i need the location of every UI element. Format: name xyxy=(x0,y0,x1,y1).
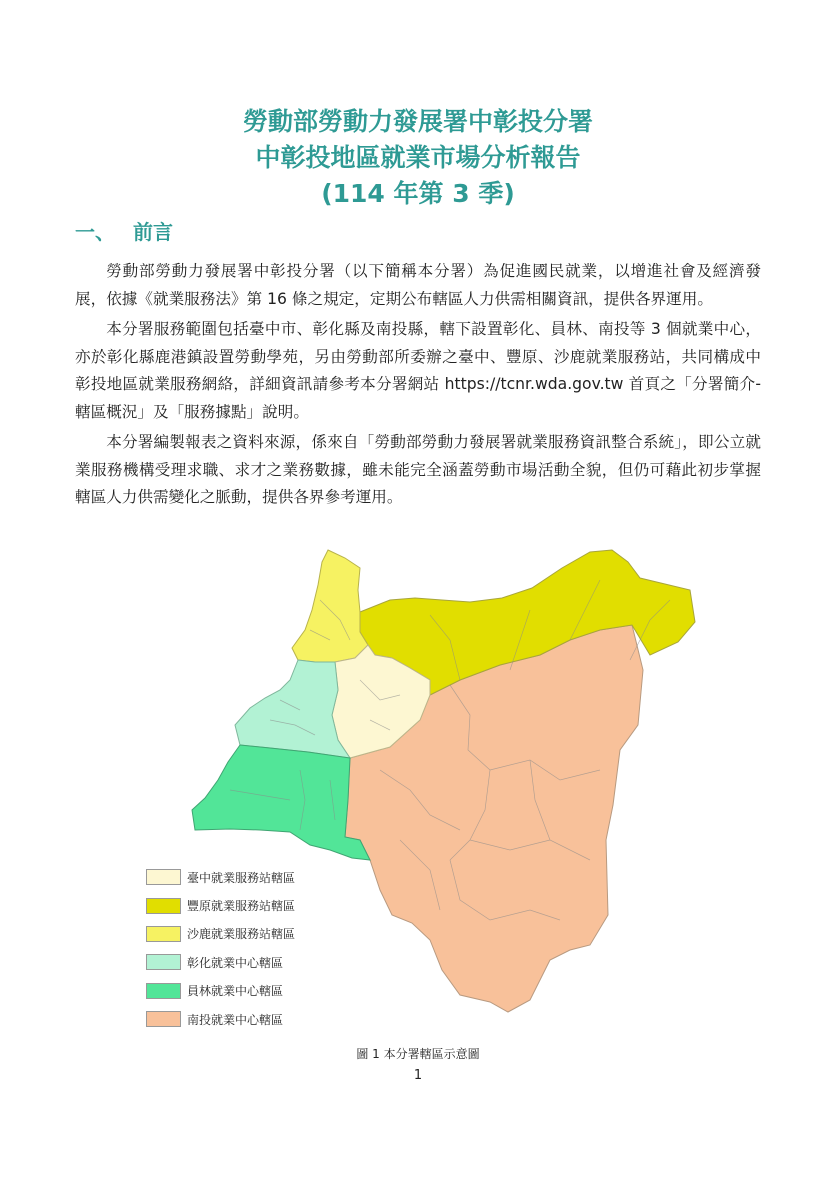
paragraph-service-area: 本分署服務範圍包括臺中市、彰化縣及南投縣，轄下設置彰化、員林、南投等 3 個就業中心，亦於彰化縣鹿港鎮設置勞動學苑，另由勞動部所委辦之臺中、豐原、沙鹿就業服務站，共同構成中彰投地區就業服務網絡，詳細資訊請參考本分署網站 https://tcnr.wda.gov.tw 首頁之「分署簡介-轄區概況」及「服務據點」說明。 xyxy=(75,320,761,421)
title-line-agency: 勞動部勞動力發展署中彰投分署 xyxy=(242,107,593,136)
title-line-report: 中彰投地區就業市場分析報告 xyxy=(255,143,581,172)
paragraph-data-source: 本分署編製報表之資料來源，係來自「勞動部勞動力發展署就業服務資訊整合系統」，即公立就業服務機構受理求職、求才之業務數據，雖未能完全涵蓋勞動市場活動全貌，但仍可藉此初步掌握轄區人力供需變化之脈動，提供各界參考運用。 xyxy=(75,433,761,506)
legend-item-yuanlin xyxy=(146,977,295,1005)
legend-label: 豐原就業服務站轄區 xyxy=(187,899,296,914)
figure-caption: 圖 1 本分署轄區示意圖 xyxy=(356,1047,480,1061)
legend-swatch xyxy=(146,983,181,999)
legend-item-changhua xyxy=(146,948,295,976)
title-line-period: (114 年第 3 季) xyxy=(321,179,515,208)
legend-swatch xyxy=(146,926,181,942)
paragraph-purpose: 勞動部勞動力發展署中彰投分署（以下簡稱本分署）為促進國民就業，以增進社會及經濟發展，依據《就業服務法》第 16 條之規定，定期公布轄區人力供需相關資訊，提供各界運用。 xyxy=(75,262,761,308)
page-number: 1 xyxy=(413,1068,423,1083)
map-region-changhua xyxy=(235,660,350,758)
legend-label: 彰化就業中心轄區 xyxy=(187,955,284,970)
legend-item-shalu xyxy=(146,920,295,948)
legend-item-fengyuan xyxy=(146,891,295,919)
legend-swatch xyxy=(146,954,181,970)
map-legend xyxy=(146,863,295,1033)
map-region-yuanlin xyxy=(192,745,370,860)
legend-swatch xyxy=(146,869,181,885)
legend-item-nantou xyxy=(146,1005,295,1033)
legend-label: 員林就業中心轄區 xyxy=(187,984,284,999)
body-text xyxy=(75,258,761,515)
section-title: 前言 xyxy=(133,220,173,244)
report-title xyxy=(0,104,836,212)
legend-label: 沙鹿就業服務站轄區 xyxy=(187,927,296,942)
map-region-shalu xyxy=(292,550,368,662)
legend-item-taichung xyxy=(146,863,295,891)
legend-swatch xyxy=(146,1011,181,1027)
legend-label: 南投就業中心轄區 xyxy=(187,1012,284,1027)
legend-label: 臺中就業服務站轄區 xyxy=(187,870,296,885)
section-number: 一、 xyxy=(75,220,115,244)
section-heading xyxy=(75,218,173,246)
legend-swatch xyxy=(146,898,181,914)
